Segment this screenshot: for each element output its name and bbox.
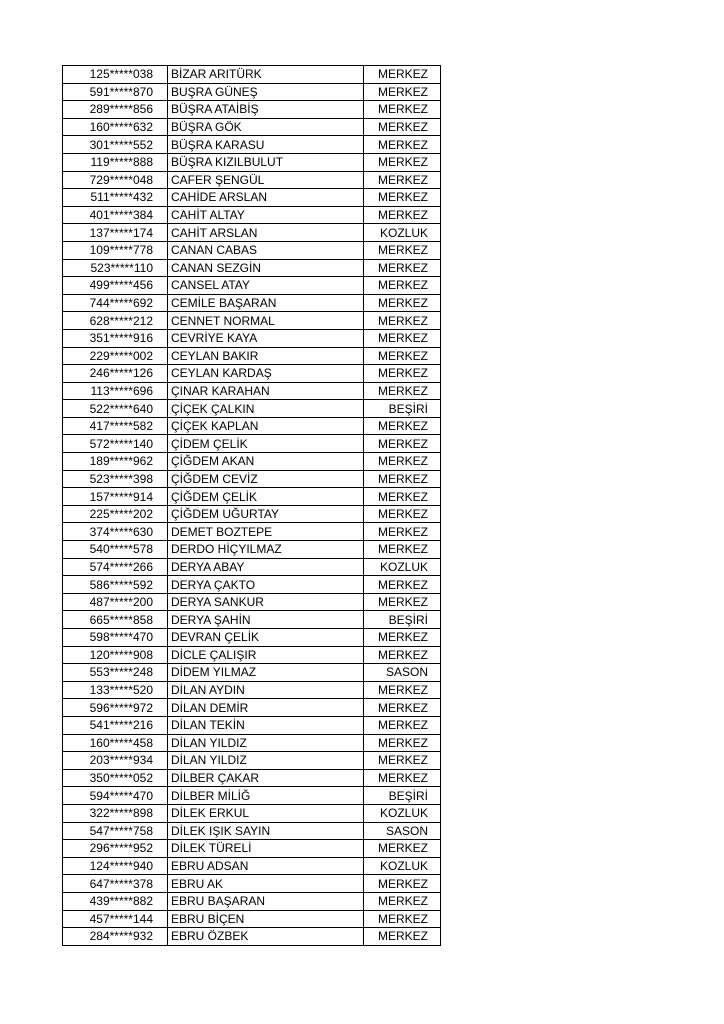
id-cell: 374*****630 (63, 523, 168, 541)
id-cell: 596*****972 (63, 699, 168, 717)
table-row (63, 453, 441, 471)
location-cell: MERKEZ (364, 382, 441, 400)
id-cell: 189*****962 (63, 453, 168, 471)
name-cell: ÇİÇEK KAPLAN (168, 417, 364, 435)
name-cell: ÇİĞDEM UĞURTAY (168, 505, 364, 523)
location-cell: MERKEZ (364, 453, 441, 471)
name-cell: DİLAN AYDIN (168, 681, 364, 699)
name-cell: CANAN CABAS (168, 241, 364, 259)
name-cell: EBRU AK (168, 875, 364, 893)
location-cell: MERKEZ (364, 136, 441, 154)
location-cell: MERKEZ (364, 734, 441, 752)
name-list-table (62, 65, 441, 946)
table-row (63, 66, 441, 84)
id-cell: 160*****458 (63, 734, 168, 752)
table-row (63, 593, 441, 611)
table-row (63, 664, 441, 682)
location-cell: MERKEZ (364, 646, 441, 664)
id-cell: 541*****216 (63, 716, 168, 734)
id-cell: 113*****696 (63, 382, 168, 400)
table-row (63, 382, 441, 400)
name-cell: DİLAN YILDIZ (168, 734, 364, 752)
id-cell: 120*****908 (63, 646, 168, 664)
name-cell: CEMİLE BAŞARAN (168, 294, 364, 312)
location-cell: KOZLUK (364, 857, 441, 875)
location-cell: MERKEZ (364, 118, 441, 136)
table-row (63, 277, 441, 295)
id-cell: 203*****934 (63, 752, 168, 770)
name-cell: CEVRİYE KAYA (168, 329, 364, 347)
location-cell: MERKEZ (364, 417, 441, 435)
table-row (63, 558, 441, 576)
location-cell: MERKEZ (364, 365, 441, 383)
table-row (63, 259, 441, 277)
id-cell: 647*****378 (63, 875, 168, 893)
name-cell: DERYA ÇAKTO (168, 576, 364, 594)
name-cell: DİCLE ÇALIŞIR (168, 646, 364, 664)
id-cell: 225*****202 (63, 505, 168, 523)
location-cell: MERKEZ (364, 101, 441, 119)
id-cell: 137*****174 (63, 224, 168, 242)
table-row (63, 699, 441, 717)
table-row (63, 787, 441, 805)
table-row (63, 716, 441, 734)
table-row (63, 435, 441, 453)
table-row (63, 804, 441, 822)
table-row (63, 83, 441, 101)
name-cell: ÇİĞDEM ÇELİK (168, 488, 364, 506)
name-cell: DEVRAN ÇELİK (168, 629, 364, 647)
name-cell: ÇİÇEK ÇALKIN (168, 400, 364, 418)
id-cell: 523*****398 (63, 470, 168, 488)
name-cell: DİLAN TEKİN (168, 716, 364, 734)
id-cell: 439*****882 (63, 892, 168, 910)
location-cell: MERKEZ (364, 488, 441, 506)
id-cell: 296*****952 (63, 840, 168, 858)
name-cell: CEYLAN BAKIR (168, 347, 364, 365)
table-row (63, 224, 441, 242)
location-cell: MERKEZ (364, 312, 441, 330)
table-row (63, 294, 441, 312)
name-cell: CAHİDE ARSLAN (168, 189, 364, 207)
location-cell: MERKEZ (364, 681, 441, 699)
table-row (63, 136, 441, 154)
id-cell: 133*****520 (63, 681, 168, 699)
location-cell: MERKEZ (364, 840, 441, 858)
id-cell: 457*****144 (63, 910, 168, 928)
table-row (63, 400, 441, 418)
id-cell: 572*****140 (63, 435, 168, 453)
table-row (63, 576, 441, 594)
table-row (63, 206, 441, 224)
name-cell: EBRU ADSAN (168, 857, 364, 875)
name-cell: BÜŞRA KIZILBULUT (168, 153, 364, 171)
table-row (63, 365, 441, 383)
name-cell: DİLAN YILDIZ (168, 752, 364, 770)
location-cell: BEŞİRİ (364, 400, 441, 418)
location-cell: MERKEZ (364, 189, 441, 207)
id-cell: 487*****200 (63, 593, 168, 611)
name-cell: ÇINAR KARAHAN (168, 382, 364, 400)
id-cell: 499*****456 (63, 277, 168, 295)
name-cell: DİLAN DEMİR (168, 699, 364, 717)
location-cell: KOZLUK (364, 558, 441, 576)
table-row (63, 488, 441, 506)
table-row (63, 769, 441, 787)
table-row (63, 505, 441, 523)
table-row (63, 892, 441, 910)
name-cell: EBRU BAŞARAN (168, 892, 364, 910)
id-cell: 574*****266 (63, 558, 168, 576)
table-row (63, 875, 441, 893)
location-cell: MERKEZ (364, 541, 441, 559)
location-cell: MERKEZ (364, 259, 441, 277)
location-cell: MERKEZ (364, 523, 441, 541)
id-cell: 160*****632 (63, 118, 168, 136)
name-cell: CENNET NORMAL (168, 312, 364, 330)
location-cell: MERKEZ (364, 171, 441, 189)
location-cell: MERKEZ (364, 875, 441, 893)
location-cell: SASON (364, 664, 441, 682)
name-cell: ÇİĞDEM AKAN (168, 453, 364, 471)
id-cell: 553*****248 (63, 664, 168, 682)
id-cell: 665*****858 (63, 611, 168, 629)
id-cell: 125*****038 (63, 66, 168, 84)
location-cell: MERKEZ (364, 241, 441, 259)
name-cell: BÜŞRA KARASU (168, 136, 364, 154)
name-cell: ÇİĞDEM CEVİZ (168, 470, 364, 488)
table-row (63, 822, 441, 840)
name-cell: CAHİT ARSLAN (168, 224, 364, 242)
name-cell: DİLEK IŞIK SAYIN (168, 822, 364, 840)
table-row (63, 347, 441, 365)
location-cell: MERKEZ (364, 752, 441, 770)
table-row (63, 752, 441, 770)
name-cell: BÜŞRA ATAİBİŞ (168, 101, 364, 119)
id-cell: 229*****002 (63, 347, 168, 365)
name-cell: CANSEL ATAY (168, 277, 364, 295)
id-cell: 246*****126 (63, 365, 168, 383)
table-row (63, 329, 441, 347)
location-cell: MERKEZ (364, 206, 441, 224)
id-cell: 109*****778 (63, 241, 168, 259)
location-cell: MERKEZ (364, 505, 441, 523)
table-row (63, 611, 441, 629)
id-cell: 594*****470 (63, 787, 168, 805)
location-cell: MERKEZ (364, 153, 441, 171)
name-cell: CAHİT ALTAY (168, 206, 364, 224)
table-row (63, 840, 441, 858)
location-cell: MERKEZ (364, 769, 441, 787)
table-row (63, 312, 441, 330)
id-cell: 540*****578 (63, 541, 168, 559)
location-cell: MERKEZ (364, 277, 441, 295)
id-cell: 301*****552 (63, 136, 168, 154)
name-cell: BUŞRA GÜNEŞ (168, 83, 364, 101)
location-cell: MERKEZ (364, 294, 441, 312)
name-cell: BÜŞRA GÖK (168, 118, 364, 136)
id-cell: 289*****856 (63, 101, 168, 119)
location-cell: BEŞİRİ (364, 787, 441, 805)
table-row (63, 241, 441, 259)
id-cell: 124*****940 (63, 857, 168, 875)
location-cell: MERKEZ (364, 699, 441, 717)
id-cell: 284*****932 (63, 928, 168, 946)
location-cell: MERKEZ (364, 928, 441, 946)
table-row (63, 189, 441, 207)
id-cell: 586*****592 (63, 576, 168, 594)
name-cell: EBRU BİÇEN (168, 910, 364, 928)
table-row (63, 857, 441, 875)
id-cell: 157*****914 (63, 488, 168, 506)
name-cell: DİLBER ÇAKAR (168, 769, 364, 787)
id-cell: 417*****582 (63, 417, 168, 435)
table-row (63, 417, 441, 435)
id-cell: 729*****048 (63, 171, 168, 189)
table-row (63, 646, 441, 664)
name-cell: DİLEK TÜRELİ (168, 840, 364, 858)
table-row (63, 118, 441, 136)
table-row (63, 734, 441, 752)
id-cell: 351*****916 (63, 329, 168, 347)
location-cell: MERKEZ (364, 435, 441, 453)
table-body (63, 66, 441, 946)
location-cell: MERKEZ (364, 329, 441, 347)
location-cell: MERKEZ (364, 716, 441, 734)
id-cell: 119*****888 (63, 153, 168, 171)
id-cell: 547*****758 (63, 822, 168, 840)
table-row (63, 629, 441, 647)
name-cell: DERYA ŞAHİN (168, 611, 364, 629)
location-cell: MERKEZ (364, 66, 441, 84)
name-cell: DERYA SANKUR (168, 593, 364, 611)
location-cell: MERKEZ (364, 347, 441, 365)
name-cell: CAFER ŞENGÜL (168, 171, 364, 189)
name-cell: CEYLAN KARDAŞ (168, 365, 364, 383)
name-cell: DİLBER MİLİĞ (168, 787, 364, 805)
id-cell: 322*****898 (63, 804, 168, 822)
name-cell: ÇİDEM ÇELİK (168, 435, 364, 453)
name-cell: DERDO HİÇYILMAZ (168, 541, 364, 559)
name-cell: DERYA ABAY (168, 558, 364, 576)
table-row (63, 928, 441, 946)
table-row (63, 910, 441, 928)
table-row (63, 101, 441, 119)
id-cell: 744*****692 (63, 294, 168, 312)
id-cell: 598*****470 (63, 629, 168, 647)
id-cell: 628*****212 (63, 312, 168, 330)
name-cell: BİZAR ARITÜRK (168, 66, 364, 84)
name-cell: DEMET BOZTEPE (168, 523, 364, 541)
id-cell: 350*****052 (63, 769, 168, 787)
name-cell: CANAN SEZGİN (168, 259, 364, 277)
location-cell: MERKEZ (364, 470, 441, 488)
table-row (63, 541, 441, 559)
table-row (63, 153, 441, 171)
location-cell: MERKEZ (364, 83, 441, 101)
table-row (63, 171, 441, 189)
id-cell: 523*****110 (63, 259, 168, 277)
table-row (63, 470, 441, 488)
id-cell: 511*****432 (63, 189, 168, 207)
location-cell: MERKEZ (364, 910, 441, 928)
location-cell: MERKEZ (364, 576, 441, 594)
location-cell: SASON (364, 822, 441, 840)
location-cell: KOZLUK (364, 804, 441, 822)
id-cell: 522*****640 (63, 400, 168, 418)
table-row (63, 681, 441, 699)
table-row (63, 523, 441, 541)
id-cell: 591*****870 (63, 83, 168, 101)
location-cell: KOZLUK (364, 224, 441, 242)
name-cell: DİLEK ERKUL (168, 804, 364, 822)
location-cell: MERKEZ (364, 892, 441, 910)
location-cell: MERKEZ (364, 629, 441, 647)
name-cell: EBRU ÖZBEK (168, 928, 364, 946)
location-cell: BEŞİRİ (364, 611, 441, 629)
name-cell: DİDEM YILMAZ (168, 664, 364, 682)
id-cell: 401*****384 (63, 206, 168, 224)
location-cell: MERKEZ (364, 593, 441, 611)
